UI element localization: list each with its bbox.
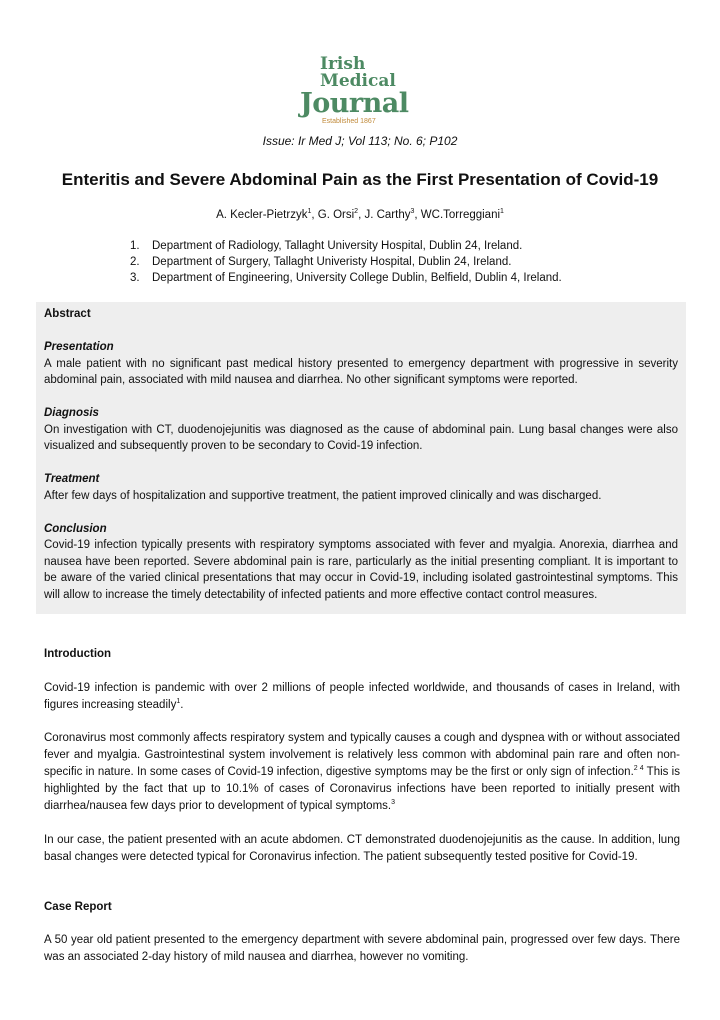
affiliation-number: 3.	[130, 272, 140, 284]
abstract-box	[36, 302, 686, 614]
affiliation-list	[130, 238, 690, 286]
treatment-heading: Treatment	[44, 473, 100, 485]
intro-p1-end: .	[180, 698, 184, 711]
author-name: A. Kecler-Pietrzyk	[216, 208, 308, 221]
intro-p2-text-b: This is highlighted by the fact that up to 10.1% of cases of Coronavirus infections have been reported to initially present with diarrhea/nausea few days prior to development of typical symptoms.	[44, 766, 680, 812]
logo-irish: Irish	[320, 54, 366, 74]
author-name: J. Carthy	[364, 208, 411, 221]
author-name: G. Orsi	[317, 208, 355, 221]
article-body	[44, 646, 680, 966]
citation-mark: 3	[391, 799, 395, 807]
citation-mark: 1	[176, 697, 181, 705]
affiliation-text: Department of Engineering, University College Dublin, Belfield, Dublin 4, Ireland.	[152, 272, 562, 284]
author-affiliation-mark: 1	[307, 208, 312, 215]
paper-title: Enteritis and Severe Abdominal Pain as the First Presentation of Covid-19	[61, 170, 659, 189]
citation-mark: 2 4	[633, 765, 644, 773]
diagnosis-text: On investigation with CT, duodenojejunitis was diagnosed as the cause of abdominal pain. Lung basal changes were also visualized and subsequently proven to be secondary to Covid-19 infection.	[44, 423, 678, 452]
presentation-text: A male patient with no significant past medical history presented to emergency department with progressive in severity abdominal pain, associated with mild nausea and diarrhea. No other significant symptoms were reported.	[44, 357, 678, 386]
affiliation-text: Department of Radiology, Tallaght University Hospital, Dublin 24, Ireland.	[152, 240, 523, 252]
affiliation-text: Department of Surgery, Tallaght Univeristy Hospital, Dublin 24, Ireland.	[152, 256, 512, 268]
conclusion-text: Covid-19 infection typically presents with respiratory symptoms associated with fever and myalgia. Anorexia, diarrhea and nausea have been reported. Severe abdominal pain is rare, particularly as the initial presenting compliant. It is important to be aware of the varied clinical presentations that may occur in Covid-19, including isolated gastrointestinal symptoms. This will allow to increase the timely detectability of infected patients and more effective contact control measures.	[44, 539, 678, 601]
abstract-heading: Abstract	[44, 308, 91, 320]
diagnosis-heading: Diagnosis	[44, 407, 99, 419]
intro-paragraph-2	[44, 730, 680, 815]
author-separator: ,	[358, 208, 365, 221]
introduction-heading: Introduction	[44, 648, 112, 660]
affiliation-item	[130, 270, 690, 286]
author-affiliation-mark: 1	[500, 208, 504, 215]
issue-line: Issue: Ir Med J; Vol 113; No. 6; P102	[262, 134, 458, 148]
logo-journal: Journal	[300, 88, 409, 119]
intro-paragraph-3: In our case, the patient presented with an acute abdomen. CT demonstrated duodenojejunitis as the cause. In addition, lung basal changes were detected typical for Coronavirus infection. The patient subsequently tested positive for Covid-19.	[44, 833, 680, 863]
intro-p2-text: Coronavirus most commonly affects respiratory system and typically causes a cough and dyspnea with or without associated fever and myalgia. Gastrointestinal system involvement is relatively less common with abdominal pain rare and often non-specific in nature. In some cases of Covid-19 infection, digestive symptoms may be the first or only sign of infection.	[44, 732, 680, 778]
case-report-heading: Case Report	[44, 900, 112, 913]
affiliation-item	[130, 238, 690, 254]
author-separator: ,	[414, 208, 421, 221]
case-paragraph-1: A 50 year old patient presented to the emergency department with severe abdominal pain, progressed over few days. There was an associated 2-day history of mild nausea and diarrhea, however no vomiting.	[44, 934, 680, 963]
author-name: WC.Torreggiani	[420, 208, 501, 221]
intro-paragraph-1	[44, 680, 680, 714]
treatment-text: After few days of hospitalization and supportive treatment, the patient improved clinically and was discharged.	[44, 489, 602, 502]
journal-logo	[300, 56, 412, 125]
author-affiliation-mark: 2	[354, 208, 359, 215]
author-separator: ,	[311, 208, 318, 221]
affiliation-number: 2.	[130, 256, 140, 268]
conclusion-heading: Conclusion	[44, 522, 107, 535]
author-affiliation-mark: 3	[410, 208, 415, 215]
affiliation-number: 1.	[130, 240, 140, 252]
presentation-heading: Presentation	[44, 341, 114, 353]
intro-p1-text: Covid-19 infection is pandemic with over 2 millions of people infected worldwide, and thousands of cases in Ireland, with figures increasing steadily	[44, 681, 680, 711]
affiliation-item	[130, 254, 690, 270]
logo-medical: Medical	[320, 71, 396, 91]
author-list	[0, 208, 720, 221]
logo-established: Established 1867	[322, 118, 376, 125]
